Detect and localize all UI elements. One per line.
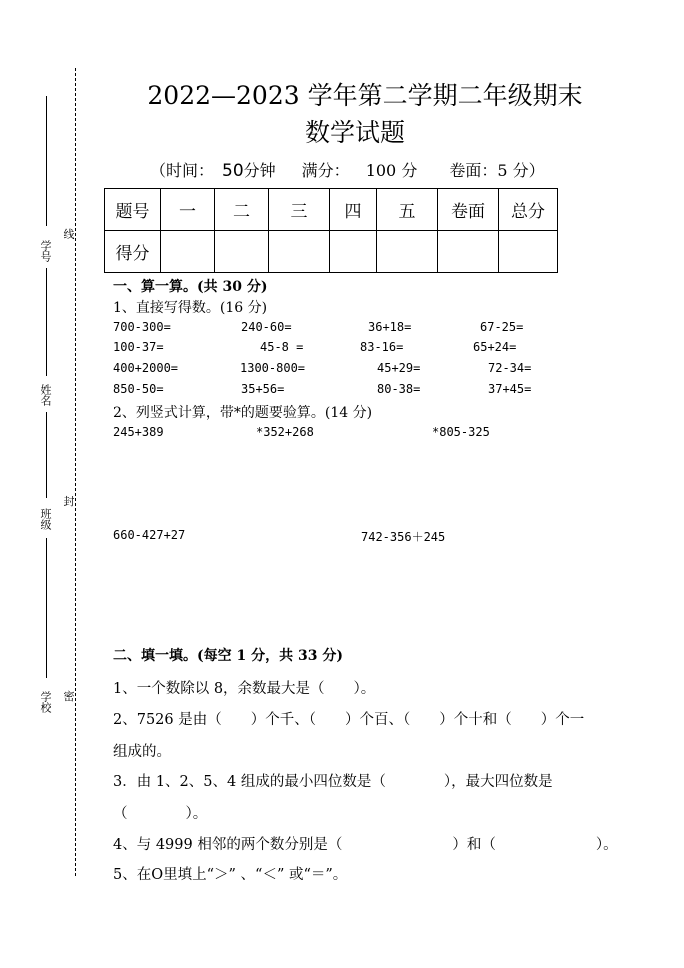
question-4-mid: ）和（ bbox=[452, 837, 496, 853]
score-input-cell[interactable] bbox=[499, 231, 558, 273]
question-4 bbox=[113, 833, 618, 854]
score-input-cell[interactable] bbox=[215, 231, 269, 273]
cut-seal-mark: 封 bbox=[63, 495, 75, 508]
table-cell: 卷面 bbox=[438, 189, 499, 231]
problem: 35+56= bbox=[241, 382, 285, 396]
score-table-header-row bbox=[105, 189, 558, 231]
problem: 80-38= bbox=[377, 382, 421, 396]
exam-meta bbox=[150, 158, 545, 181]
table-cell: 总分 bbox=[499, 189, 558, 231]
problem: 72-34= bbox=[488, 361, 532, 375]
full-score-label: 满分： bbox=[301, 161, 350, 180]
score-input-cell[interactable] bbox=[269, 231, 330, 273]
problem: 100-37= bbox=[113, 340, 164, 354]
vertical-problem: 245+389 bbox=[113, 425, 164, 439]
problem: 850-50= bbox=[113, 382, 164, 396]
exam-title-line2: 数学试题 bbox=[304, 118, 405, 147]
score-table bbox=[104, 188, 558, 273]
table-cell: 二 bbox=[215, 189, 269, 231]
question-1: 1、一个数除以 8，余数最大是（ ）。 bbox=[113, 681, 376, 697]
time-value: 50 bbox=[222, 161, 244, 181]
section1-part2-heading: 2、列竖式计算，带*的题要验算。(14 分) bbox=[113, 405, 373, 421]
binding-dashed-line bbox=[75, 68, 76, 876]
problem: 45-8 = bbox=[260, 340, 304, 354]
table-cell: 题号 bbox=[105, 189, 161, 231]
problem: 240-60= bbox=[241, 320, 292, 334]
vertical-problem: 660-427+27 bbox=[113, 528, 186, 542]
school-label: 学校 bbox=[39, 691, 52, 713]
problem: 36+18= bbox=[368, 320, 412, 334]
vertical-problem: 742-356＋245 bbox=[361, 530, 446, 544]
time-label: （时间： bbox=[150, 161, 215, 180]
question-4-end: ）。 bbox=[595, 837, 618, 853]
class-line bbox=[46, 412, 47, 498]
problem: 700-300= bbox=[113, 320, 171, 334]
name-label: 姓名 bbox=[39, 384, 52, 406]
section1-part1-heading: 1、直接写得数。(16 分) bbox=[113, 300, 268, 316]
problem: 83-16= bbox=[360, 340, 404, 354]
problem: 400+2000= bbox=[113, 361, 179, 375]
table-cell: 五 bbox=[377, 189, 438, 231]
full-score-value: 100 分 bbox=[365, 161, 418, 180]
question-2-line2: 组成的。 bbox=[113, 744, 171, 760]
student-id-label: 学号 bbox=[39, 240, 52, 262]
question-2-line1: 2、7526 是由（ ）个千、（ ）个百、（ ）个十和（ ）个一 bbox=[113, 712, 585, 728]
section1-heading: 一、算一算。(共 30 分) bbox=[113, 279, 268, 295]
question-4-start: 4、与 4999 相邻的两个数分别是（ bbox=[113, 837, 343, 853]
score-input-cell[interactable] bbox=[438, 231, 499, 273]
problem: 45+29= bbox=[377, 361, 421, 375]
score-input-cell[interactable] bbox=[330, 231, 377, 273]
vertical-problem: *352+268 bbox=[256, 425, 314, 439]
section2-heading: 二、填一填。(每空 1 分，共 33 分) bbox=[113, 648, 343, 664]
question-3-line2: （ ）。 bbox=[113, 806, 208, 822]
time-unit: 分钟 bbox=[243, 161, 276, 180]
cut-secret-mark: 密 bbox=[63, 690, 75, 703]
problem: 1300-800= bbox=[240, 361, 306, 375]
exam-title-line1: 2022—2023 学年第二学期二年级期末 bbox=[147, 81, 583, 110]
paper-face-score: 卷面：5 分） bbox=[449, 161, 545, 180]
problem: 67-25= bbox=[480, 320, 524, 334]
score-input-cell[interactable] bbox=[161, 231, 215, 273]
table-cell: 四 bbox=[330, 189, 377, 231]
name-line bbox=[46, 268, 47, 376]
school-line bbox=[46, 538, 47, 678]
table-cell: 三 bbox=[269, 189, 330, 231]
score-input-cell[interactable] bbox=[377, 231, 438, 273]
table-cell: 一 bbox=[161, 189, 215, 231]
vertical-problem: *805-325 bbox=[432, 425, 490, 439]
question-5: 5、在O里填上“＞” 、“＜” 或“＝”。 bbox=[113, 867, 348, 883]
table-cell: 得分 bbox=[105, 231, 161, 273]
problem: 37+45= bbox=[488, 382, 532, 396]
problem: 65+24= bbox=[473, 340, 517, 354]
question-3-line1: 3．由 1、2、5、4 组成的最小四位数是（ ），最大四位数是 bbox=[113, 774, 553, 790]
cut-line-mark: 线 bbox=[63, 228, 75, 241]
score-table-score-row bbox=[105, 231, 558, 273]
class-label: 班级 bbox=[39, 508, 52, 530]
